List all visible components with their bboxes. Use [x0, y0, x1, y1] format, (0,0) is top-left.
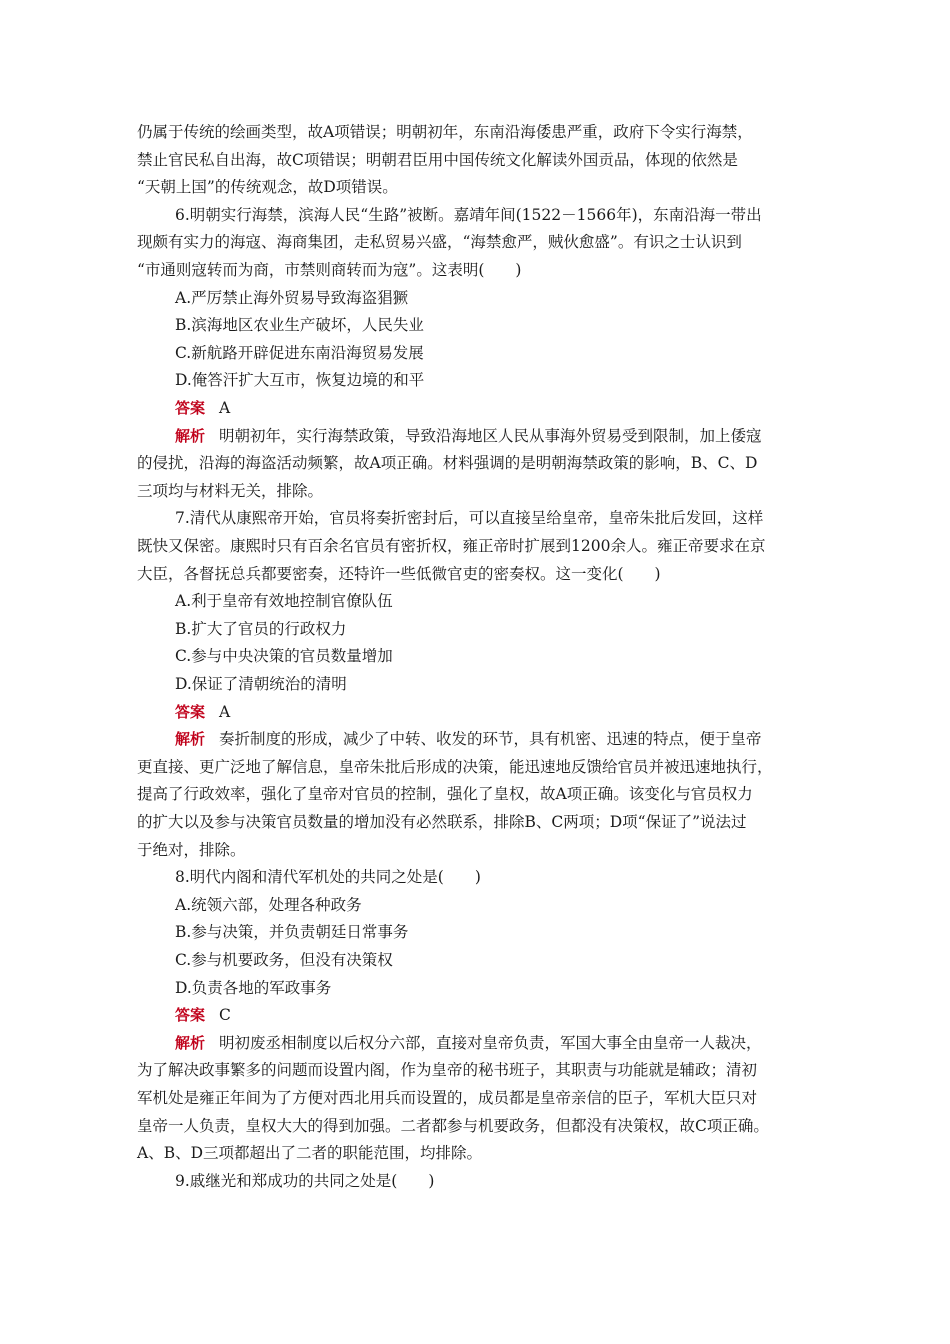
line-text: B.参与决策，并负责朝廷日常事务 — [175, 923, 409, 942]
line-text: D.负责各地的军政事务 — [175, 978, 332, 997]
line-text: B.滨海地区农业生产破坏，人民失业 — [175, 316, 424, 335]
line-text: D.保证了清朝统治的清明 — [175, 675, 347, 693]
line-text: A.统领六部，处理各种政务 — [175, 895, 362, 914]
line-text: 仍属于传统的绘画类型，故A项错误；明朝初年，东南沿海倭患严重，政府下令实行海禁， — [137, 123, 753, 141]
line-text: 6.明朝实行海禁，滨海人民“生路”被断。嘉靖年间(1522－1566年)，东南沿海一带出 — [175, 205, 762, 224]
text-line — [175, 587, 393, 615]
line-text: 的侵扰，沿海的海盗活动频繁，故A项正确。材料强调的是明朝海禁政策的影响，B、C、D — [137, 454, 758, 473]
line-text: C.参与中央决策的官员数量增加 — [175, 647, 393, 666]
text-line — [137, 449, 757, 477]
analysis-label: 解析 — [175, 1033, 206, 1052]
text-line — [175, 670, 347, 698]
answer-line — [175, 698, 230, 726]
text-line — [137, 1084, 757, 1112]
line-text: C.新航路开辟促进东南沿海贸易发展 — [175, 343, 424, 362]
text-line — [137, 228, 742, 256]
line-text: 7.清代从康熙帝开始，官员将奏折密封后，可以直接呈给皇帝，皇帝朱批后发回，这样 — [175, 509, 764, 528]
text-line — [175, 366, 424, 394]
line-text: 大臣，各督抚总兵都要密奏，还特许一些低微官吏的密奏权。这一变化( ) — [137, 564, 661, 583]
line-text: A — [219, 702, 231, 721]
text-line — [175, 201, 762, 229]
line-text: 皇帝一人负责，皇权大大的得到加强。二者都参与机要政务，但都没有决策权，故C项正确。 — [137, 1116, 769, 1135]
text-line — [175, 615, 346, 643]
line-text: 三项均与材料无关，排除。 — [137, 481, 324, 500]
text-line — [175, 974, 331, 1002]
line-text: “市通则寇转而为商，市禁则商转而为寇”。这表明( ) — [137, 261, 522, 279]
answer-line — [175, 394, 230, 422]
line-text: 禁止官民私自出海，故C项错误；明朝君臣用中国传统文化解读外国贡品，体现的依然是 — [137, 150, 738, 169]
text-line — [175, 284, 408, 312]
text-line — [175, 863, 481, 891]
line-text: 的扩大以及参与决策官员数量的增加没有必然联系，排除B、C两项；D项“保证了”说法过 — [137, 813, 747, 831]
line-text: A.严厉禁止海外贸易导致海盗猖獗 — [175, 288, 409, 307]
line-text: C.参与机要政务，但没有决策权 — [175, 951, 393, 969]
line-text: 现颇有实力的海寇、海商集团，走私贸易兴盛，“海禁愈严，贼伙愈盛”。有识之士认识到 — [137, 233, 742, 252]
line-text: 提高了行政效率，强化了皇帝对官员的控制，强化了皇权，故A项正确。该变化与官员权力 — [137, 785, 753, 804]
text-line — [137, 753, 773, 781]
line-text: 9.戚继光和郑成功的共同之处是( ) — [175, 1171, 435, 1190]
text-line — [175, 918, 408, 946]
text-line — [175, 339, 424, 367]
line-text: 为了解决政事繁多的问题而设置内阁，作为皇帝的秘书班子，其职责与功能就是辅政；清初 — [137, 1061, 758, 1080]
text-line — [137, 836, 246, 864]
text-line — [137, 477, 323, 505]
line-text: 军机处是雍正年间为了方便对西北用兵而设置的，成员都是皇帝亲信的臣子，军机大臣只对 — [137, 1089, 758, 1107]
text-line — [137, 1056, 757, 1084]
answer-line — [175, 1001, 231, 1029]
answer-label: 答案 — [175, 399, 206, 417]
analysis-line — [175, 1029, 762, 1057]
line-text: A、B、D三项都超出了二者的职能范围，均排除。 — [137, 1144, 483, 1163]
line-text: D.俺答汗扩大互市，恢复边境的和平 — [175, 371, 425, 390]
text-line — [137, 118, 753, 146]
text-line — [137, 1139, 482, 1167]
line-text: C — [219, 1006, 231, 1025]
line-text: 奏折制度的形成，减少了中转、收发的环节，具有机密、迅速的特点，便于皇帝 — [219, 730, 762, 749]
line-text: A — [219, 399, 231, 417]
answer-label: 答案 — [175, 702, 206, 721]
text-line — [175, 946, 393, 974]
text-line — [137, 146, 738, 174]
line-text: 既快又保密。康熙时只有百余名官员有密折权，雍正帝时扩展到1200余人。雍正帝要求在京 — [137, 537, 766, 555]
line-text: A.利于皇帝有效地控制官僚队伍 — [175, 592, 393, 611]
text-line — [175, 891, 362, 919]
text-line — [137, 808, 747, 836]
text-line — [175, 311, 424, 339]
text-line — [137, 173, 398, 201]
analysis-line — [175, 422, 762, 450]
text-line — [137, 560, 661, 588]
line-text: 明朝初年，实行海禁政策，导致沿海地区人民从事海外贸易受到限制，加上倭寇 — [219, 426, 762, 445]
line-text: B.扩大了官员的行政权力 — [175, 619, 347, 638]
line-text: 8.明代内阁和清代军机处的共同之处是( ) — [175, 868, 481, 887]
text-line — [137, 256, 521, 284]
text-line — [175, 504, 763, 532]
line-text: “天朝上国”的传统观念，故D项错误。 — [137, 178, 398, 197]
line-text: 于绝对，排除。 — [137, 840, 246, 859]
line-text: 更直接、更广泛地了解信息，皇帝朱批后形成的决策，能迅速地反馈给官员并被迅速地执行， — [137, 757, 773, 776]
line-text: 明初废丞相制度以后权分六部，直接对皇帝负责，军国大事全由皇帝一人裁决， — [219, 1033, 762, 1052]
text-line — [137, 780, 753, 808]
text-line — [137, 532, 765, 560]
text-line — [175, 642, 393, 670]
analysis-label: 解析 — [175, 426, 206, 445]
text-line — [175, 1167, 434, 1195]
analysis-label: 解析 — [175, 730, 206, 749]
text-line — [137, 1112, 769, 1140]
analysis-line — [175, 725, 762, 753]
answer-label: 答案 — [175, 1006, 206, 1025]
